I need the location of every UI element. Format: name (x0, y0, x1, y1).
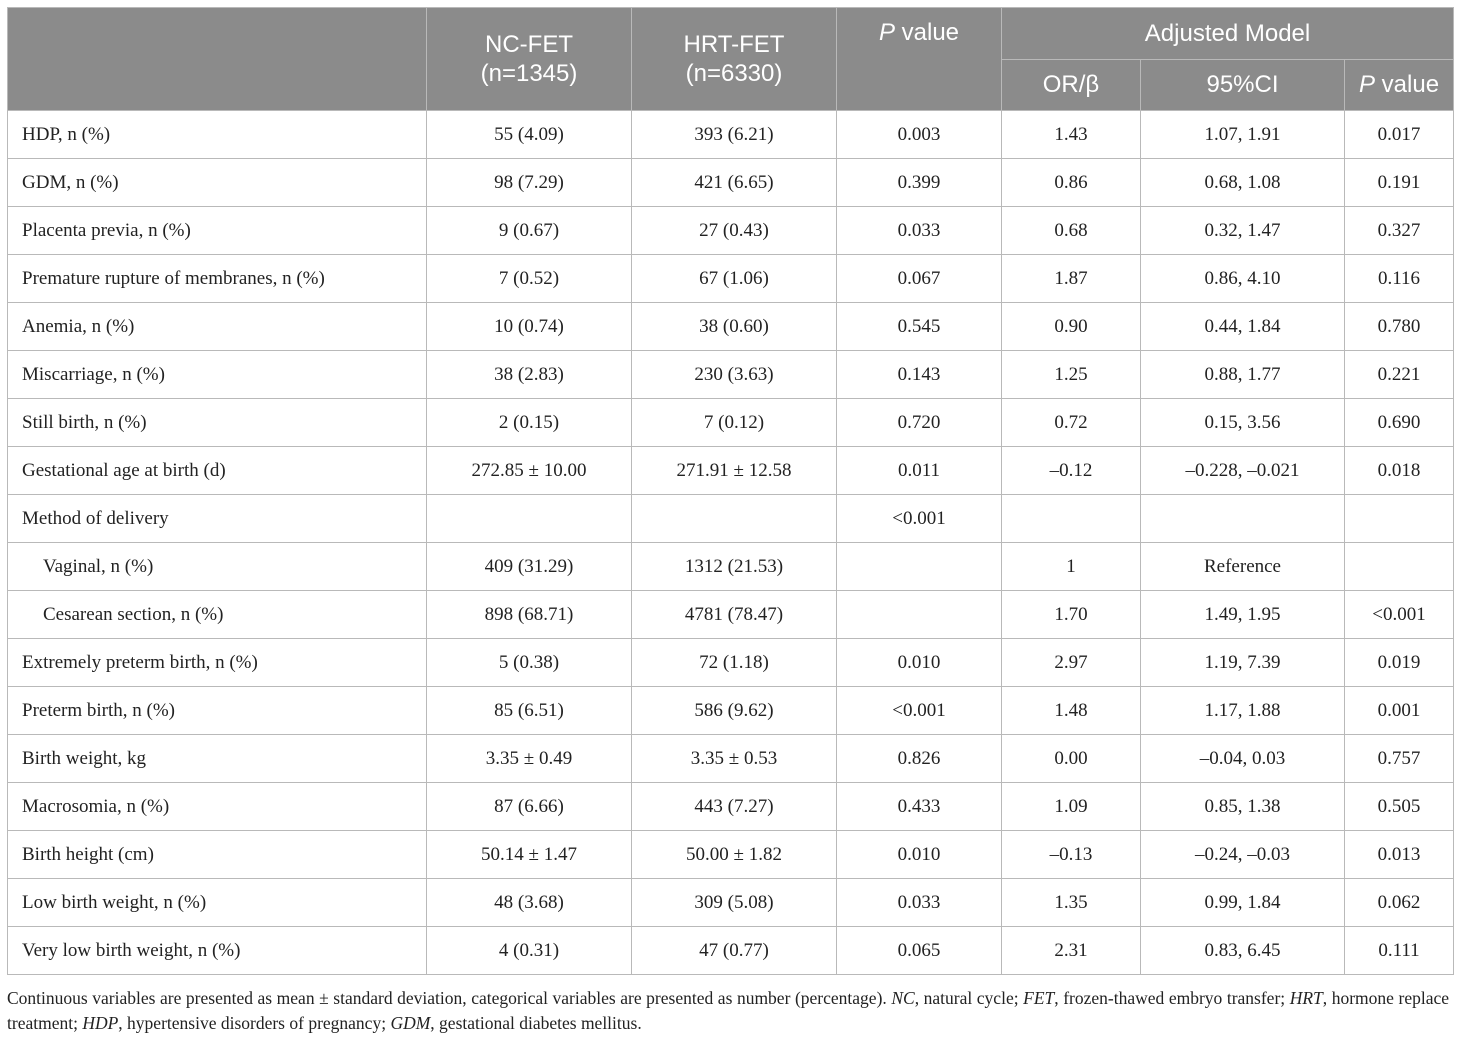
cell-or-beta: 2.97 (1002, 639, 1141, 687)
row-label: Anemia, n (%) (8, 303, 427, 351)
row-label: Extremely preterm birth, n (%) (8, 639, 427, 687)
cell-hrt-fet: 67 (1.06) (632, 255, 837, 303)
cell-ci95: 0.88, 1.77 (1141, 351, 1345, 399)
cell-hrt-fet: 421 (6.65) (632, 159, 837, 207)
header-nc-fet-line1: NC-FET (485, 31, 573, 58)
cell-nc-fet (427, 495, 632, 543)
results-table (7, 7, 1454, 975)
cell-p-value (837, 543, 1002, 591)
cell-nc-fet: 85 (6.51) (427, 687, 632, 735)
cell-p-value: 0.399 (837, 159, 1002, 207)
cell-nc-fet: 3.35 ± 0.49 (427, 735, 632, 783)
cell-ci95: –0.24, –0.03 (1141, 831, 1345, 879)
cell-or-beta: 0.86 (1002, 159, 1141, 207)
cell-or-beta: –0.13 (1002, 831, 1141, 879)
row-label: Very low birth weight, n (%) (8, 927, 427, 975)
cell-nc-fet: 38 (2.83) (427, 351, 632, 399)
table-row (8, 351, 1454, 399)
cell-p-value (837, 591, 1002, 639)
cell-or-beta: 0.90 (1002, 303, 1141, 351)
header-hrt-fet-line2: (n=6330) (685, 60, 783, 87)
cell-or-beta: 0.68 (1002, 207, 1141, 255)
cell-or-beta (1002, 495, 1141, 543)
table-row (8, 159, 1454, 207)
footnote-text: , hormone replace treatment; (7, 988, 1450, 1033)
cell-ci95: 1.07, 1.91 (1141, 111, 1345, 159)
cell-p-value: 0.433 (837, 783, 1002, 831)
cell-adj-p-value: 0.191 (1345, 159, 1454, 207)
cell-nc-fet: 272.85 ± 10.00 (427, 447, 632, 495)
cell-hrt-fet: 72 (1.18) (632, 639, 837, 687)
cell-ci95: –0.228, –0.021 (1141, 447, 1345, 495)
cell-nc-fet: 9 (0.67) (427, 207, 632, 255)
row-label: Birth height (cm) (8, 831, 427, 879)
cell-adj-p-value: <0.001 (1345, 591, 1454, 639)
cell-hrt-fet: 7 (0.12) (632, 399, 837, 447)
header-nc-fet-line2: (n=1345) (480, 60, 578, 87)
cell-adj-p-value: 0.116 (1345, 255, 1454, 303)
cell-ci95: 1.49, 1.95 (1141, 591, 1345, 639)
cell-or-beta: 1.48 (1002, 687, 1141, 735)
cell-ci95 (1141, 495, 1345, 543)
cell-p-value: 0.545 (837, 303, 1002, 351)
cell-hrt-fet: 50.00 ± 1.82 (632, 831, 837, 879)
cell-ci95: Reference (1141, 543, 1345, 591)
cell-p-value: 0.033 (837, 207, 1002, 255)
cell-hrt-fet: 443 (7.27) (632, 783, 837, 831)
cell-ci95: 0.32, 1.47 (1141, 207, 1345, 255)
cell-hrt-fet: 3.35 ± 0.53 (632, 735, 837, 783)
cell-or-beta: 1.35 (1002, 879, 1141, 927)
cell-or-beta: 1.43 (1002, 111, 1141, 159)
header-hrt-fet (632, 8, 837, 111)
cell-adj-p-value: 0.017 (1345, 111, 1454, 159)
cell-p-value: 0.003 (837, 111, 1002, 159)
cell-hrt-fet: 47 (0.77) (632, 927, 837, 975)
row-label: Birth weight, kg (8, 735, 427, 783)
cell-nc-fet: 898 (68.71) (427, 591, 632, 639)
cell-p-value: 0.033 (837, 879, 1002, 927)
cell-nc-fet: 55 (4.09) (427, 111, 632, 159)
cell-nc-fet: 48 (3.68) (427, 879, 632, 927)
cell-nc-fet: 10 (0.74) (427, 303, 632, 351)
cell-p-value: 0.011 (837, 447, 1002, 495)
table-row (8, 927, 1454, 975)
cell-or-beta: 2.31 (1002, 927, 1141, 975)
cell-nc-fet: 2 (0.15) (427, 399, 632, 447)
cell-p-value: <0.001 (837, 495, 1002, 543)
row-label: Method of delivery (8, 495, 427, 543)
cell-or-beta: 1.87 (1002, 255, 1141, 303)
cell-ci95: 1.19, 7.39 (1141, 639, 1345, 687)
table-row (8, 399, 1454, 447)
table-row (8, 303, 1454, 351)
table-row (8, 591, 1454, 639)
table-row (8, 495, 1454, 543)
table-row (8, 879, 1454, 927)
cell-adj-p-value: 0.221 (1345, 351, 1454, 399)
header-corner-cell (8, 8, 427, 111)
cell-hrt-fet (632, 495, 837, 543)
cell-adj-p-value: 0.327 (1345, 207, 1454, 255)
row-label: Low birth weight, n (%) (8, 879, 427, 927)
table-row (8, 207, 1454, 255)
header-adj-p-italic: P (1358, 71, 1375, 98)
footnote-abbrev-gdm: GDM (390, 1013, 431, 1033)
footnote-abbrev-hrt: HRT (1289, 988, 1323, 1008)
cell-adj-p-value (1345, 495, 1454, 543)
cell-hrt-fet: 586 (9.62) (632, 687, 837, 735)
cell-ci95: 0.99, 1.84 (1141, 879, 1345, 927)
cell-or-beta: 1.09 (1002, 783, 1141, 831)
cell-adj-p-value: 0.111 (1345, 927, 1454, 975)
cell-p-value: <0.001 (837, 687, 1002, 735)
cell-hrt-fet: 393 (6.21) (632, 111, 837, 159)
header-hrt-fet-line1: HRT-FET (683, 31, 785, 58)
table-row (8, 639, 1454, 687)
footnote-abbrev-fet: FET (1023, 988, 1055, 1008)
row-label: Still birth, n (%) (8, 399, 427, 447)
cell-adj-p-value: 0.019 (1345, 639, 1454, 687)
footnote-text: , hypertensive disorders of pregnancy; (118, 1013, 391, 1033)
cell-hrt-fet: 38 (0.60) (632, 303, 837, 351)
header-adj-p-rest: value (1375, 71, 1440, 98)
cell-adj-p-value: 0.062 (1345, 879, 1454, 927)
cell-p-value: 0.720 (837, 399, 1002, 447)
header-adjusted-model: Adjusted Model (1002, 8, 1454, 60)
table-row (8, 735, 1454, 783)
header-p-rest: value (894, 19, 960, 46)
cell-nc-fet: 87 (6.66) (427, 783, 632, 831)
results-table-container (7, 7, 1453, 975)
cell-nc-fet: 409 (31.29) (427, 543, 632, 591)
header-or-beta: OR/β (1002, 60, 1141, 111)
cell-ci95: 0.44, 1.84 (1141, 303, 1345, 351)
row-label: Vaginal, n (%) (8, 543, 427, 591)
table-row (8, 687, 1454, 735)
cell-adj-p-value (1345, 543, 1454, 591)
cell-or-beta: 1 (1002, 543, 1141, 591)
table-row (8, 831, 1454, 879)
row-label: HDP, n (%) (8, 111, 427, 159)
cell-ci95: 0.86, 4.10 (1141, 255, 1345, 303)
cell-or-beta: 0.72 (1002, 399, 1141, 447)
cell-adj-p-value: 0.505 (1345, 783, 1454, 831)
footnote-abbrev-hdp: HDP (82, 1013, 119, 1033)
cell-p-value: 0.010 (837, 831, 1002, 879)
table-row (8, 111, 1454, 159)
cell-ci95: 0.15, 3.56 (1141, 399, 1345, 447)
cell-hrt-fet: 271.91 ± 12.58 (632, 447, 837, 495)
table-row (8, 543, 1454, 591)
footnote-text: Continuous variables are presented as mean ± standard deviation, categorical variables are presented as number (percentage). (7, 988, 892, 1008)
cell-adj-p-value: 0.013 (1345, 831, 1454, 879)
cell-ci95: 0.85, 1.38 (1141, 783, 1345, 831)
cell-or-beta: 1.70 (1002, 591, 1141, 639)
table-row (8, 447, 1454, 495)
cell-ci95: 1.17, 1.88 (1141, 687, 1345, 735)
cell-adj-p-value: 0.757 (1345, 735, 1454, 783)
cell-p-value: 0.826 (837, 735, 1002, 783)
cell-p-value: 0.067 (837, 255, 1002, 303)
row-label: Placenta previa, n (%) (8, 207, 427, 255)
cell-or-beta: –0.12 (1002, 447, 1141, 495)
footnote-text: , gestational diabetes mellitus. (430, 1013, 642, 1033)
footnote-text: , frozen-thawed embryo transfer; (1054, 988, 1290, 1008)
cell-hrt-fet: 230 (3.63) (632, 351, 837, 399)
table-row (8, 255, 1454, 303)
cell-or-beta: 1.25 (1002, 351, 1141, 399)
table-row (8, 783, 1454, 831)
cell-hrt-fet: 1312 (21.53) (632, 543, 837, 591)
header-p-italic: P (878, 19, 895, 46)
cell-nc-fet: 5 (0.38) (427, 639, 632, 687)
cell-adj-p-value: 0.001 (1345, 687, 1454, 735)
row-label: Cesarean section, n (%) (8, 591, 427, 639)
header-nc-fet (427, 8, 632, 111)
row-label: Gestational age at birth (d) (8, 447, 427, 495)
header-adj-p-value (1345, 60, 1454, 111)
header-row-1 (8, 8, 1454, 60)
cell-nc-fet: 7 (0.52) (427, 255, 632, 303)
header-ci95: 95%CI (1141, 60, 1345, 111)
cell-adj-p-value: 0.018 (1345, 447, 1454, 495)
cell-hrt-fet: 4781 (78.47) (632, 591, 837, 639)
cell-adj-p-value: 0.690 (1345, 399, 1454, 447)
cell-adj-p-value: 0.780 (1345, 303, 1454, 351)
table-footnote (7, 986, 1449, 1036)
table-body (8, 111, 1454, 975)
row-label: Premature rupture of membranes, n (%) (8, 255, 427, 303)
cell-nc-fet: 50.14 ± 1.47 (427, 831, 632, 879)
cell-ci95: 0.83, 6.45 (1141, 927, 1345, 975)
cell-hrt-fet: 27 (0.43) (632, 207, 837, 255)
cell-hrt-fet: 309 (5.08) (632, 879, 837, 927)
header-p-value (837, 8, 1002, 111)
footnote-abbrev-nc: NC (891, 988, 915, 1008)
row-label: Preterm birth, n (%) (8, 687, 427, 735)
cell-or-beta: 0.00 (1002, 735, 1141, 783)
cell-p-value: 0.065 (837, 927, 1002, 975)
row-label: Miscarriage, n (%) (8, 351, 427, 399)
row-label: GDM, n (%) (8, 159, 427, 207)
cell-ci95: 0.68, 1.08 (1141, 159, 1345, 207)
cell-p-value: 0.143 (837, 351, 1002, 399)
row-label: Macrosomia, n (%) (8, 783, 427, 831)
cell-p-value: 0.010 (837, 639, 1002, 687)
cell-nc-fet: 98 (7.29) (427, 159, 632, 207)
cell-nc-fet: 4 (0.31) (427, 927, 632, 975)
footnote-text: , natural cycle; (914, 988, 1024, 1008)
cell-ci95: –0.04, 0.03 (1141, 735, 1345, 783)
